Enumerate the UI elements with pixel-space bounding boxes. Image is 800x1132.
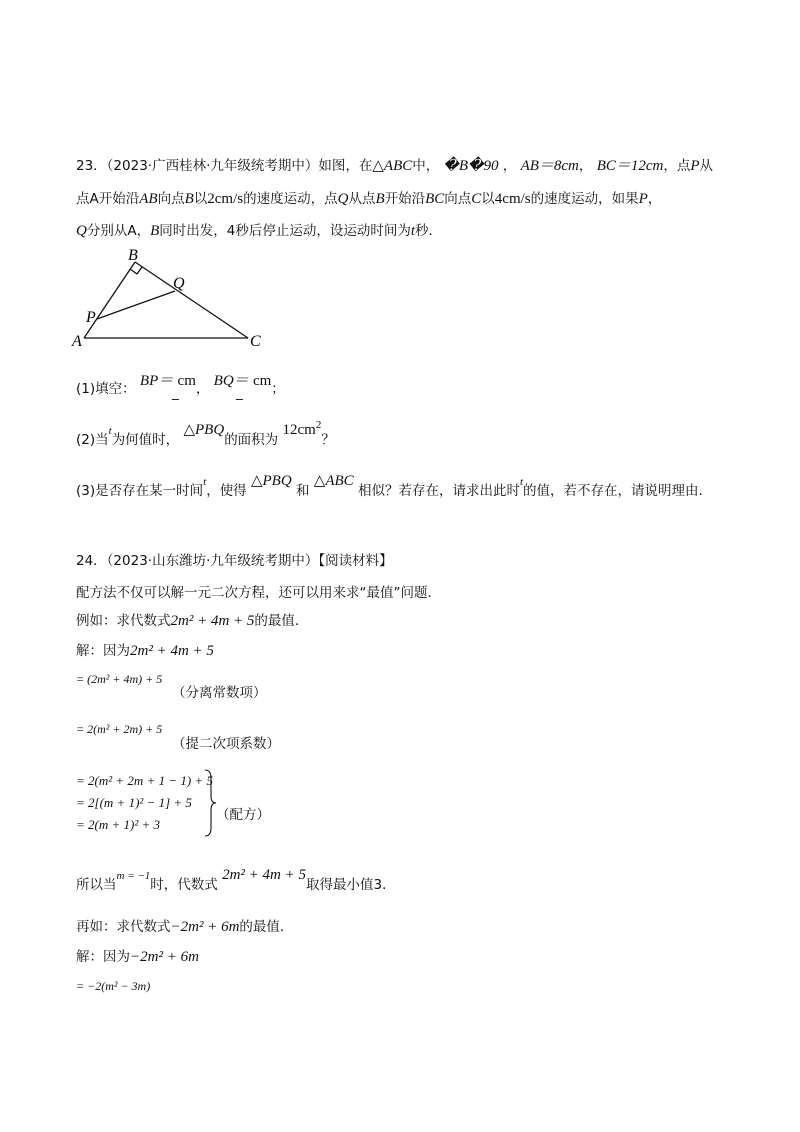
- q23-line-3: Q分别从A，B同时出发，4秒后停止运动，设运动时间为t秒．: [76, 223, 443, 239]
- blank-1: _: [172, 385, 179, 401]
- step-3a: = 2(m² + 2m + 1 − 1) + 5: [76, 773, 213, 788]
- q24-line-3: 解：因为2m² + 4m + 5: [76, 643, 214, 659]
- step-2-note: （提二次项系数）: [172, 736, 280, 752]
- step-1-note: （分离常数项）: [172, 685, 267, 701]
- side-bc: [135, 262, 248, 338]
- q24-line-4: 所以当$^{m = -1}$时，代数式 2m² + 4m + 5取得最小值3．: [76, 867, 396, 893]
- step-2: = 2(m² + 2m) + 5: [76, 722, 163, 736]
- q24-line-5: 再如：求代数式−2m² + 6m的最值．: [76, 919, 294, 935]
- segment-pq: [97, 291, 175, 319]
- step-4: = −2(m² − 3m): [76, 979, 151, 993]
- label-c: C: [250, 333, 261, 350]
- step-3c: = 2(m + 1)² + 3: [76, 817, 161, 832]
- side-ab: [84, 262, 135, 338]
- q23-line-1: 23．（2023·广西桂林·九年级统考期中）如图，在△ABC中， �B�90 ， AB＝8cm， BC＝12cm，点P从: [76, 158, 714, 174]
- q23-line-2: 点A开始沿AB向点B以2cm/s的速度运动，点Q从点B开始沿BC向点C以4cm/s的速度运动，如果P，: [76, 191, 662, 207]
- label-a: A: [72, 333, 82, 350]
- q24-line-1: 配方法不仅可以解一元二次方程，还可以用来求“最值”问题．: [76, 585, 441, 601]
- step-1: = (2m² + 4m) + 5: [76, 672, 163, 686]
- label-p: P: [86, 309, 96, 326]
- step-3-note: （配方）: [216, 807, 270, 823]
- q24-line-6: 解：因为−2m² + 6m: [76, 949, 199, 965]
- q23-part-3: (3)是否存在某一时间$^t$，使得 △PBQ 和 △ABC 相似？若存在，请求出此时$^t$的值，若不存在，请说明理由．: [76, 473, 713, 499]
- blank-2: _: [236, 385, 243, 401]
- q24-heading: 24．（2023·山东潍坊·九年级统考期中）【阅读材料】: [76, 553, 393, 569]
- q24-line-2: 例如：求代数式2m² + 4m + 5的最值．: [76, 613, 309, 629]
- triangle-figure: [70, 248, 270, 353]
- label-q: Q: [173, 275, 185, 292]
- q23-part-1: (1)填空： BP＝ cm， BQ＝ cm；: [76, 373, 285, 397]
- right-angle-mark: [130, 267, 142, 274]
- label-b: B: [128, 248, 138, 264]
- step-3b: = 2[(m + 1)² − 1] + 5: [76, 795, 192, 810]
- q23-part-2: (2)当$^t$为何值时， △PBQ的面积为 $12cm^2$？: [76, 419, 335, 448]
- right-brace: [203, 768, 217, 838]
